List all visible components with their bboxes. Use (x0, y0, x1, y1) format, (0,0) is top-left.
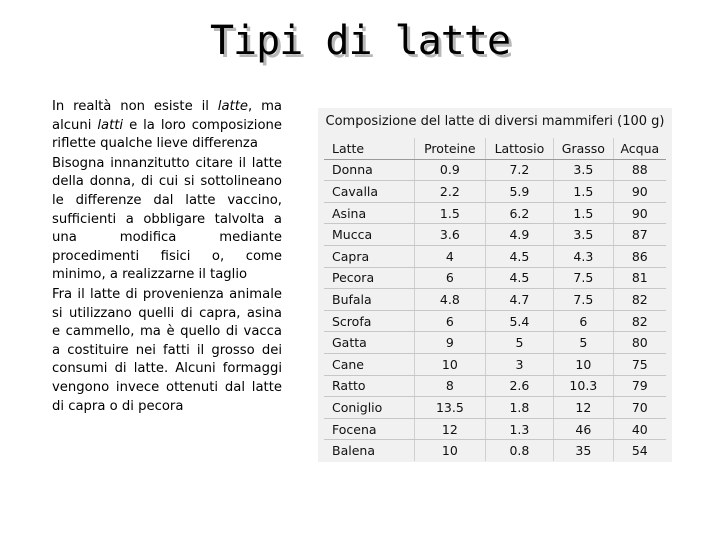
intro-text-1: In realtà non esiste il (52, 99, 218, 114)
row-value: 87 (613, 224, 666, 246)
row-value: 4.3 (554, 245, 614, 267)
row-value: 88 (613, 159, 666, 181)
row-value: 10 (554, 353, 614, 375)
row-value: 82 (613, 310, 666, 332)
paragraph-donna: Bisogna innanzitutto citare il latte della donna, di cui si sottolineano le differenze dal latte vaccino, sufficienti a obbligare talvolta a una modifica mediante procedimenti fisici o, come minimo, a realizzarne il taglio (52, 155, 282, 283)
header-lattosio: Lattosio (485, 138, 553, 159)
row-value: 4.5 (485, 267, 553, 289)
row-value: 4 (415, 245, 486, 267)
header-acqua: Acqua (613, 138, 666, 159)
row-value: 1.3 (485, 418, 553, 440)
row-animal-name: Donna (324, 159, 415, 181)
table-row (324, 289, 666, 311)
row-value: 1.8 (485, 397, 553, 419)
row-value: 6.2 (485, 202, 553, 224)
row-value: 1.5 (554, 202, 614, 224)
row-value: 0.9 (415, 159, 486, 181)
row-value: 3.6 (415, 224, 486, 246)
table-row (324, 332, 666, 354)
table-body (324, 159, 666, 461)
table-row (324, 267, 666, 289)
row-animal-name: Mucca (324, 224, 415, 246)
row-value: 13.5 (415, 397, 486, 419)
row-value: 86 (613, 245, 666, 267)
row-value: 4.7 (485, 289, 553, 311)
row-value: 10 (415, 440, 486, 461)
row-value: 80 (613, 332, 666, 354)
row-value: 35 (554, 440, 614, 461)
row-animal-name: Cane (324, 353, 415, 375)
row-value: 12 (415, 418, 486, 440)
milk-composition-panel (318, 108, 672, 462)
row-value: 4.9 (485, 224, 553, 246)
table-row (324, 202, 666, 224)
row-value: 1.5 (415, 202, 486, 224)
intro-text-2: , ma alcuni (52, 99, 282, 133)
row-value: 12 (554, 397, 614, 419)
row-value: 82 (613, 289, 666, 311)
row-animal-name: Capra (324, 245, 415, 267)
row-value: 46 (554, 418, 614, 440)
row-value: 5.4 (485, 310, 553, 332)
table-row (324, 181, 666, 203)
row-value: 6 (415, 310, 486, 332)
row-value: 5 (485, 332, 553, 354)
row-value: 90 (613, 202, 666, 224)
intro-text-3: e la loro composizione riflette qualche lieve differenza (52, 117, 282, 152)
slide-title: Tipi di latte (209, 18, 511, 64)
row-value: 7.5 (554, 267, 614, 289)
row-value: 79 (613, 375, 666, 397)
row-animal-name: Pecora (324, 267, 415, 289)
table-row (324, 310, 666, 332)
row-animal-name: Focena (324, 418, 415, 440)
table-header-row (324, 138, 666, 159)
row-animal-name: Bufala (324, 289, 415, 311)
table-caption: Composizione del latte di diversi mammiferi (100 g) (325, 114, 665, 129)
row-value: 10 (415, 353, 486, 375)
header-latte: Latte (324, 138, 415, 159)
row-value: 54 (631, 443, 648, 459)
table-row (324, 397, 666, 419)
row-value: 2.2 (415, 181, 486, 203)
table-row (324, 418, 666, 440)
row-animal-name: Asina (324, 202, 415, 224)
row-value: 2.6 (485, 375, 553, 397)
row-value: 81 (613, 267, 666, 289)
row-animal-name: Ratto (324, 375, 415, 397)
row-value: 7.2 (485, 159, 553, 181)
body-text (52, 98, 282, 417)
table-row (324, 245, 666, 267)
row-value: 5.9 (485, 181, 553, 203)
row-value: 3.5 (554, 159, 614, 181)
table-row (324, 440, 666, 461)
row-animal-name: Cavalla (324, 181, 415, 203)
row-value: 70 (613, 397, 666, 419)
row-value: 0.8 (485, 440, 553, 461)
table-row (324, 375, 666, 397)
milk-composition-table (324, 138, 666, 461)
row-value: 10.3 (554, 375, 614, 397)
row-value: 90 (613, 181, 666, 203)
row-value: 3.5 (554, 224, 614, 246)
header-proteine: Proteine (415, 138, 486, 159)
row-value: 5 (554, 332, 614, 354)
row-value: 75 (613, 353, 666, 375)
row-value: 7.5 (554, 289, 614, 311)
row-animal-name: Coniglio (324, 397, 415, 419)
row-animal-name: Scrofa (324, 310, 415, 332)
row-animal-name: Gatta (324, 332, 415, 354)
row-value: 1.5 (554, 181, 614, 203)
row-value: 8 (415, 375, 486, 397)
row-animal-name: Balena (324, 440, 415, 461)
intro-emphasis-latte: latte (217, 99, 248, 114)
row-value: 40 (613, 418, 666, 440)
paragraph-intro (52, 98, 282, 154)
header-grasso: Grasso (554, 138, 614, 159)
table-row (324, 224, 666, 246)
row-value: 4.5 (485, 245, 553, 267)
paragraph-animali: Fra il latte di provenienza animale si utilizzano quelli di capra, asina e cammello, ma è quello di vacca a costituire nei fatti il grosso dei consumi di latte. Alcuni formaggi vengono invece ottenuti dal latte di capra o di pecora (52, 286, 282, 414)
table-row (324, 159, 666, 181)
row-value: 4.8 (415, 289, 486, 311)
table-row (324, 353, 666, 375)
row-value: 3 (485, 353, 553, 375)
row-value: 6 (554, 310, 614, 332)
intro-emphasis-latti: latti (97, 117, 124, 133)
row-value: 9 (415, 332, 486, 354)
row-value: 6 (415, 267, 486, 289)
